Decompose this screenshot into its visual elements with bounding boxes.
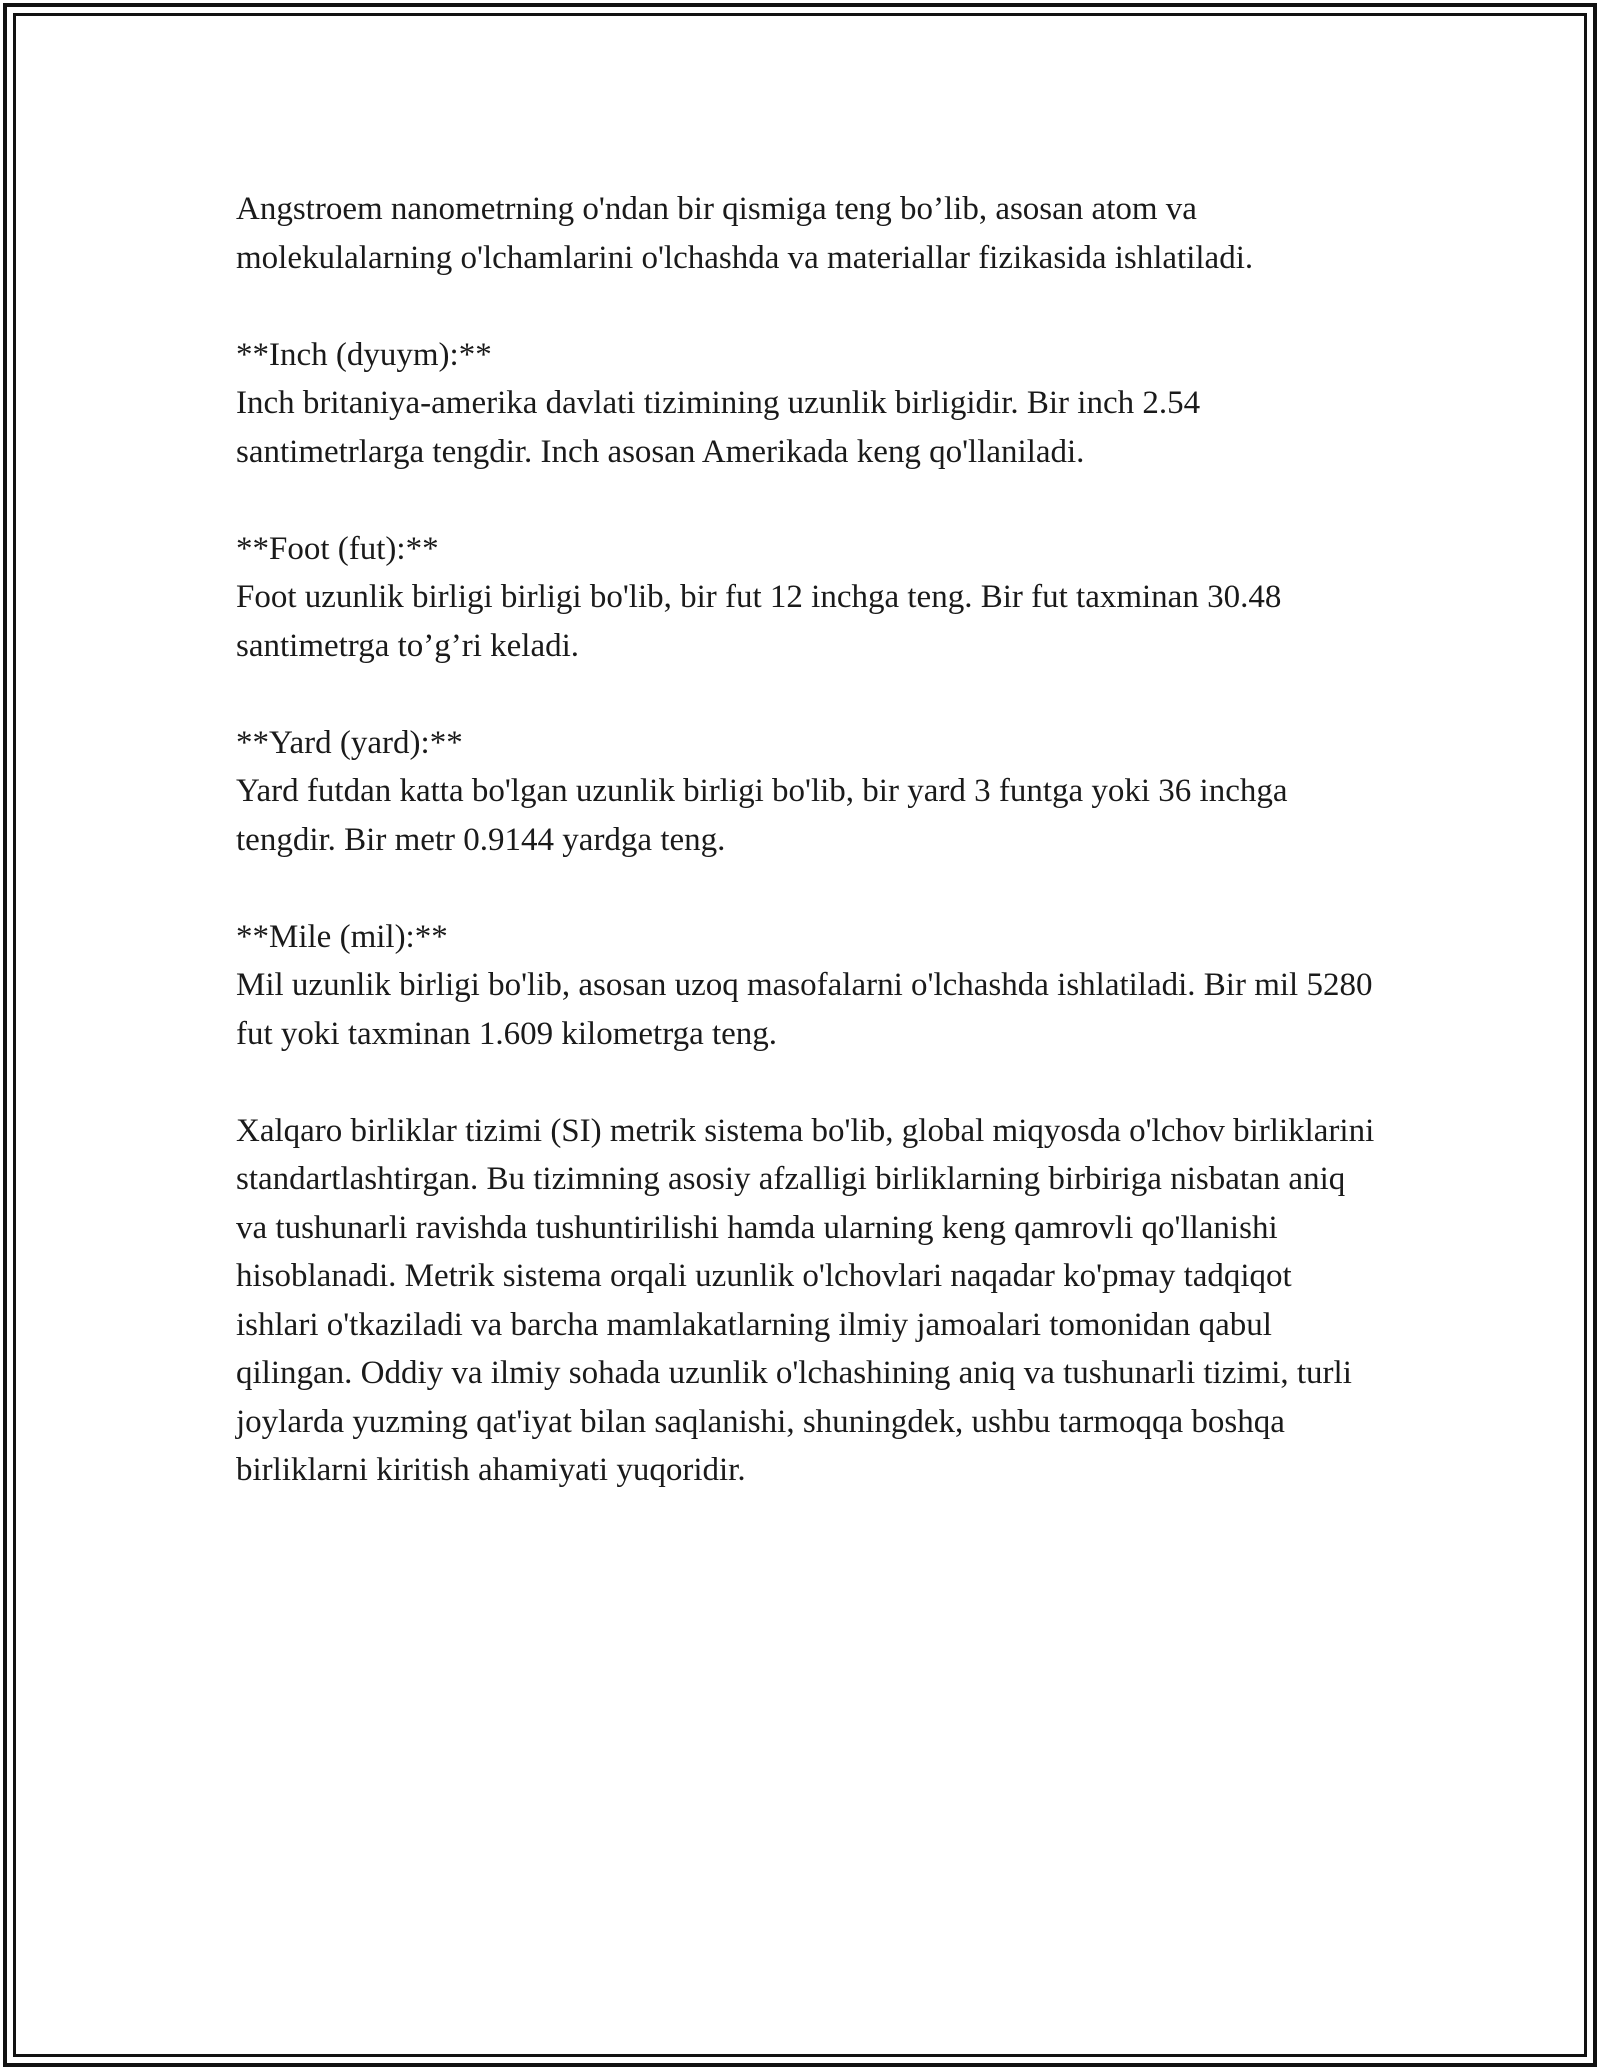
- section-foot: [236, 525, 1376, 671]
- section-heading-mile: **Mile (mil):**: [236, 918, 448, 955]
- section-text-yard: Yard futdan katta bo'lgan uzunlik birligi bo'lib, bir yard 3 funtga yoki 36 inchga tengdir. Bir metr 0.9144 yardga teng.: [236, 773, 1288, 858]
- section-text-mile: Mil uzunlik birligi bo'lib, asosan uzoq masofalarni o'lchashda ishlatiladi. Bir mil 5280 fut yoki taxminan 1.609 kilometrga teng.: [236, 967, 1373, 1052]
- section-mile: [236, 913, 1376, 1059]
- intro-paragraph: Angstroem nanometrning o'ndan bir qismiga teng bo’lib, asosan atom va molekulalarning o'lchamlarini o'lchashda va materiallar fizikasida ishlatiladi.: [236, 191, 1254, 276]
- section-text-foot: Foot uzunlik birligi birligi bo'lib, bir fut 12 inchga teng. Bir fut taxminan 30.48 santimetrga to’g’ri keladi.: [236, 579, 1282, 664]
- section-heading-foot: **Foot (fut):**: [236, 530, 439, 567]
- section-heading-inch: **Inch (dyuym):**: [236, 336, 492, 373]
- section-text-inch: Inch britaniya-amerika davlati tizimining uzunlik birligidir. Bir inch 2.54 santimetrlarga tengdir. Inch asosan Amerikada keng qo'llaniladi.: [236, 385, 1201, 470]
- document-body: [236, 185, 1376, 1543]
- conclusion-paragraph-block: [236, 1107, 1376, 1495]
- conclusion-paragraph: Xalqaro birliklar tizimi (SI) metrik sistema bo'lib, global miqyosda o'lchov birliklarini standartlashtirgan. Bu tizimning asosiy afzalligi birliklarning birbiriga nisbatan aniq va tushunarli ravishda tushuntirilishi hamda ularning keng qamrovli qo'llanishi hisoblanadi. Metrik sistema orqali uzunlik o'lchovlari naqadar ko'pmay tadqiqot ishlari o'tkaziladi va barcha mamlakatlarning ilmiy jamoalari tomonidan qabul qilingan. Oddiy va ilmiy sohada uzunlik o'lchashining aniq va tushunarli tizimi, turli joylarda yuzming qat'iyat bilan saqlanishi, shuningdek, ushbu tarmoqqa boshqa birliklarni kiritish ahamiyati yuqoridir.: [236, 1112, 1375, 1488]
- section-heading-yard: **Yard (yard):**: [236, 724, 463, 761]
- section-yard: [236, 719, 1376, 865]
- intro-paragraph-block: [236, 185, 1376, 282]
- section-inch: [236, 331, 1376, 477]
